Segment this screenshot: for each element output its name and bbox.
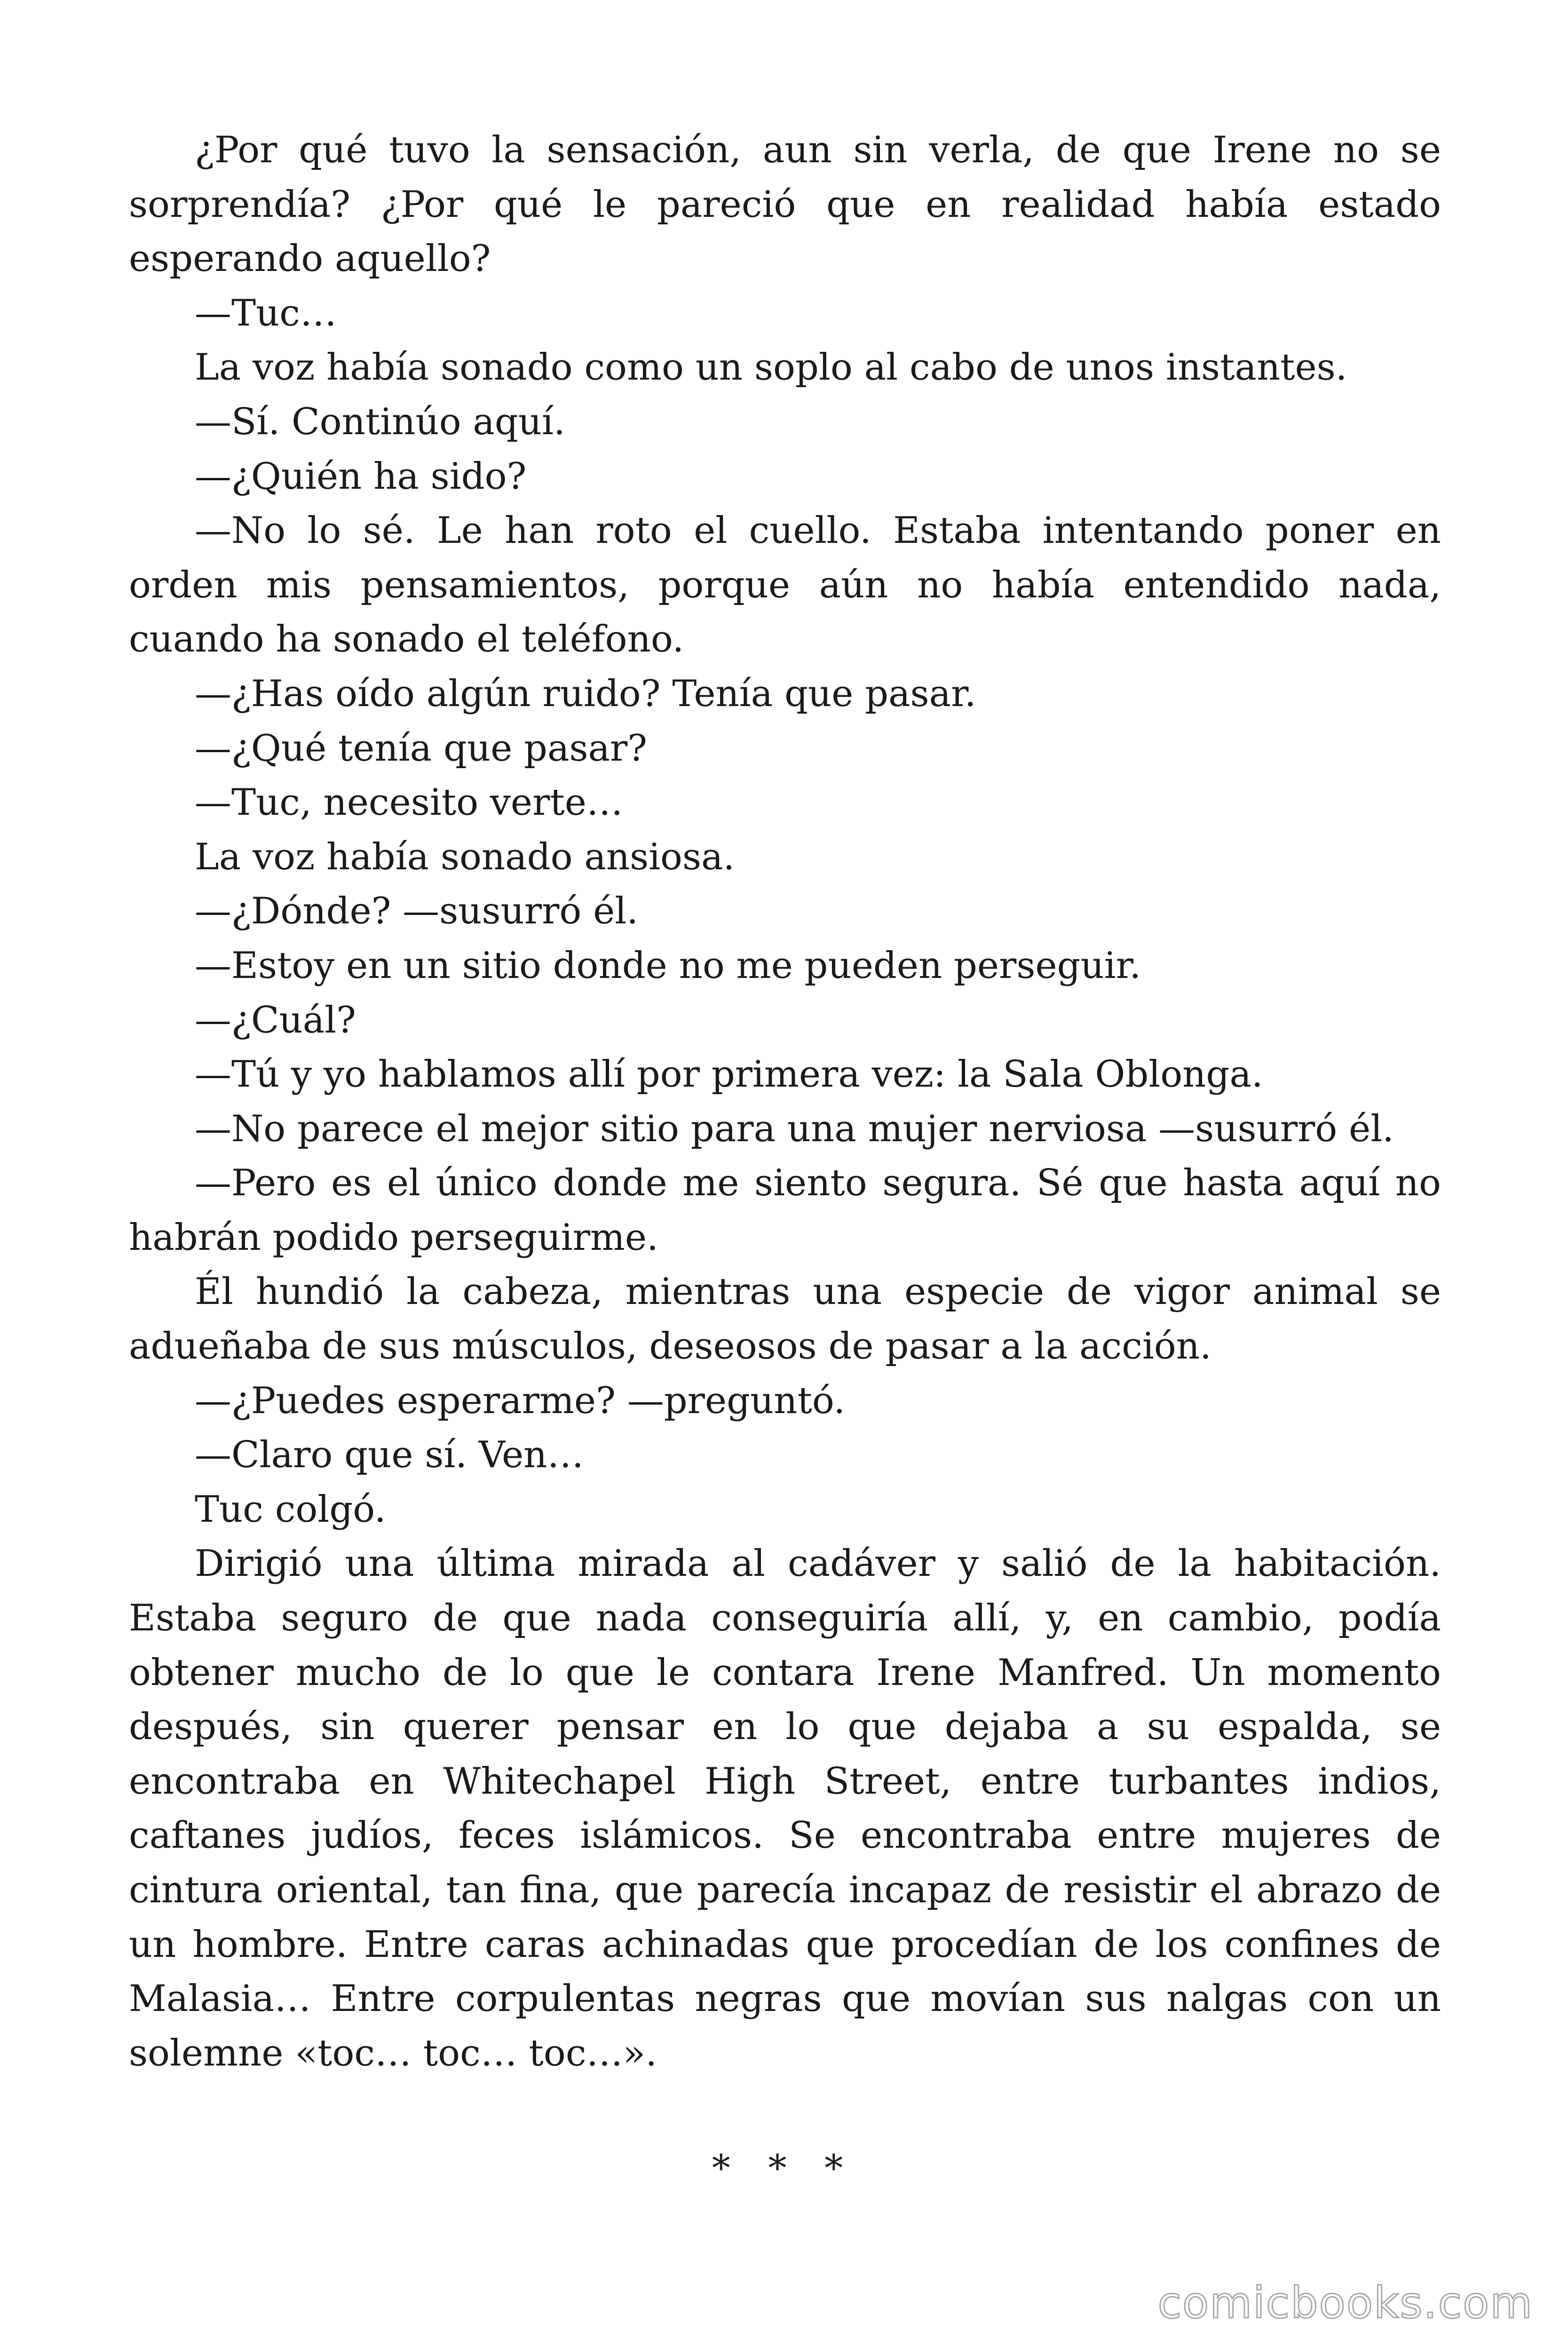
paragraph: ¿Por qué tuvo la sensación, aun sin verla, de que Irene no se sorprendía? ¿Por qué le pareció que en realidad había estado esperando aquello?: [129, 129, 1441, 280]
paragraph: —Estoy en un sitio donde no me pueden perseguir.: [195, 944, 1141, 987]
body-text: [129, 123, 1441, 2081]
paragraph: Dirigió una última mirada al cadáver y salió de la habitación. Estaba seguro de que nada conseguiría allí, y, en cambio, podía obtener mucho de lo que le contara Irene Manfred. Un momento después, sin querer pensar en lo que dejaba a su espalda, se encontraba en Whitechapel High Street, entre turbantes indios, caftanes judíos, feces islámicos. Se encontraba entre mujeres de cintura oriental, tan fina, que parecía incapaz de resistir el abrazo de un hombre. Entre caras achinadas que procedían de los confines de Malasia… Entre corpulentas negras que movían sus nalgas con un solemne «toc… toc… toc…».: [129, 1542, 1441, 2074]
paragraph: La voz había sonado como un soplo al cabo de unos instantes.: [195, 346, 1347, 389]
watermark: comicbooks.com: [1157, 2278, 1533, 2328]
paragraph: —Tuc, necesito verte…: [195, 781, 623, 824]
paragraph: —¿Quién ha sido?: [195, 455, 527, 498]
paragraph: —¿Cuál?: [195, 999, 356, 1041]
paragraph: —Tuc…: [195, 292, 337, 334]
paragraph: —¿Has oído algún ruido? Tenía que pasar.: [195, 672, 976, 715]
paragraph: Él hundió la cabeza, mientras una especie de vigor animal se adueñaba de sus músculos, deseosos de pasar a la acción.: [129, 1271, 1441, 1368]
paragraph: Tuc colgó.: [195, 1488, 386, 1531]
section-break: * * *: [712, 2147, 856, 2190]
paragraph: —Tú y yo hablamos allí por primera vez: la Sala Oblonga.: [195, 1053, 1263, 1096]
paragraph: —Sí. Continúo aquí.: [195, 400, 565, 443]
paragraph: —No lo sé. Le han roto el cuello. Estaba intentando poner en orden mis pensamientos, porque aún no había entendido nada, cuando ha sonado el teléfono.: [129, 509, 1441, 661]
paragraph: —Claro que sí. Ven…: [195, 1434, 584, 1477]
paragraph: —Pero es el único donde me siento segura. Sé que hasta aquí no habrán podido perseguirme.: [129, 1162, 1441, 1259]
paragraph: —¿Dónde? —susurró él.: [195, 890, 639, 933]
paragraph: La voz había sonado ansiosa.: [195, 835, 735, 878]
paragraph: —¿Puedes esperarme? —preguntó.: [195, 1379, 846, 1422]
paragraph: —¿Qué tenía que pasar?: [195, 727, 648, 770]
paragraph: —No parece el mejor sitio para una mujer nerviosa —susurró él.: [195, 1107, 1394, 1150]
